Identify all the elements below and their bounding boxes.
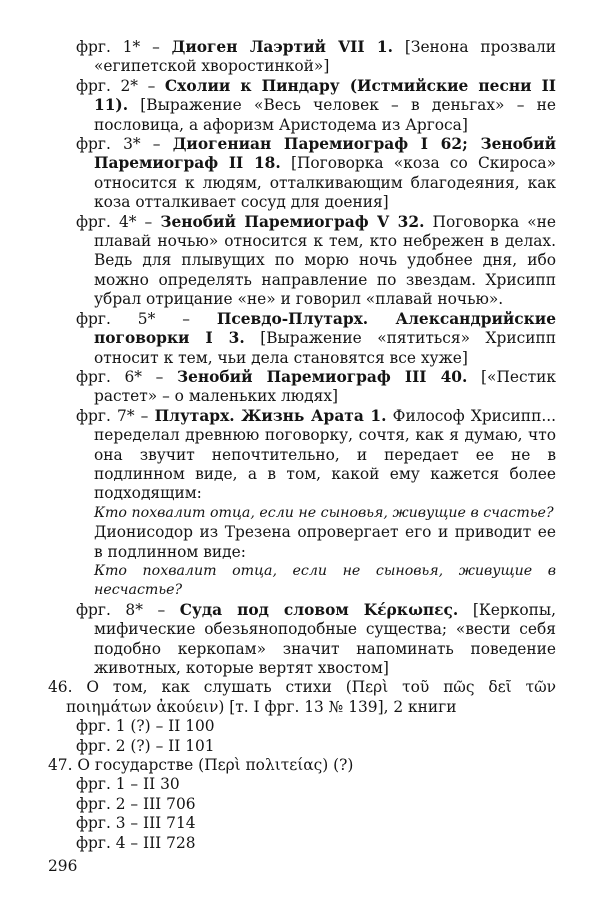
fragment-text: [«Пестик растет» – о маленьких людях]	[94, 367, 557, 406]
fragment-entry	[48, 38, 556, 77]
fragment-source: Диоген Лаэртий VII 1.	[171, 38, 393, 56]
fragment-source: Диогениан Паремиограф I 62; Зенобий Паремиограф II 18.	[94, 135, 556, 173]
fragment-reference: фрг. 4 – III 728	[76, 833, 196, 852]
fragment-label: фрг. 3* –	[76, 135, 173, 154]
fragment-reference: фрг. 1 (?) – II 100	[76, 717, 215, 736]
fragment-label: фрг. 8* –	[76, 600, 180, 619]
fragment-entry	[48, 135, 556, 213]
fragment-label: фрг. 7* –	[76, 406, 155, 425]
work-entry: 47. О государстве (Περὶ πολιτείας) (?)	[48, 756, 354, 775]
fragment-entry	[48, 601, 556, 679]
fragment-label: фрг. 1* –	[76, 38, 172, 56]
fragment-text: Философ Хрисипп... переделал древнюю поговорку, сочтя, как я думаю, что она звучит непочтительно, и передает ее не в подлинном виде, а в том, какой ему кажется более подходящим:	[94, 406, 557, 503]
verse-quote: Кто похвалит отца, если не сыновья, живущие в счастье?	[94, 504, 554, 521]
fragment-reference: фрг. 2 – III 706	[76, 794, 196, 813]
work-entry: 46. О том, как слушать стихи (Περὶ τοῦ πῶς δεῖ τῶν ποιημάτων ἀκούειν) [т. I фрг. 13 № 139], 2 книги	[48, 678, 556, 716]
fragment-entry	[48, 213, 556, 310]
fragment-text: [Керкопы, мифические обезьяноподобные существа; «вести себя подобно керкопам» значит напоминать поведение животных, которые вертят хвостом]	[94, 600, 556, 677]
fragment-label: фрг. 5* –	[76, 309, 217, 328]
fragment-source: Схолии к Пиндару (Истмийские песни II 11).	[94, 76, 557, 115]
fragment-entry	[48, 310, 556, 368]
fragment-entry	[48, 368, 556, 407]
fragment-entry	[48, 407, 556, 504]
fragment-text: Поговорка «не плавай ночью» относится к тем, кто небрежен в делах. Ведь для плывущих по морю ночь удобнее дня, ибо можно определять направление по звездам. Хрисипп убрал отрицание «не» и говорил «плавай ночью».	[94, 212, 557, 309]
fragment-label: фрг. 6* –	[76, 367, 177, 386]
fragment-source: Суда под словом Κέρκωπες.	[179, 600, 459, 619]
fragment-source: Плутарх. Жизнь Арата 1.	[154, 406, 387, 425]
fragment-text: Дионисодор из Трезена опровергает его и приводит ее в подлинном виде:	[94, 523, 556, 561]
page-text	[48, 38, 556, 853]
fragment-text: [Поговорка «коза со Скироса» относится к людям, отталкивающим благодеяния, как коза отталкивает сосуд для доения]	[94, 154, 556, 212]
page-number: 296	[48, 857, 78, 875]
fragment-reference: фрг. 1 – II 30	[76, 775, 180, 794]
fragment-source: Зенобий Паремиограф III 40.	[176, 367, 468, 386]
fragment-text: [Зенона прозвали «египетской хворостинкой»]	[94, 38, 557, 76]
fragment-text: [Выражение «Весь человек – в деньгах» – не пословица, а афоризм Аристодема из Аргоса]	[94, 96, 556, 134]
fragment-reference: фрг. 3 – III 714	[76, 814, 196, 833]
fragment-continuation	[48, 523, 556, 562]
fragment-reference: фрг. 2 (?) – II 101	[76, 736, 215, 755]
fragment-source: Зенобий Паремиограф V 32.	[160, 212, 425, 231]
fragment-text: [Выражение «пятиться» Хрисипп относит к тем, чьи дела становятся все хуже]	[94, 329, 556, 367]
fragment-label: фрг. 4* –	[76, 212, 161, 231]
verse-quote: Кто похвалит отца, если не сыновья, живущие в несчастье?	[94, 562, 556, 599]
fragment-entry	[48, 77, 556, 135]
fragment-label: фрг. 2* –	[76, 76, 165, 95]
fragment-source: Псевдо-Плутарх. Александрийские поговорки I 3.	[94, 309, 556, 348]
